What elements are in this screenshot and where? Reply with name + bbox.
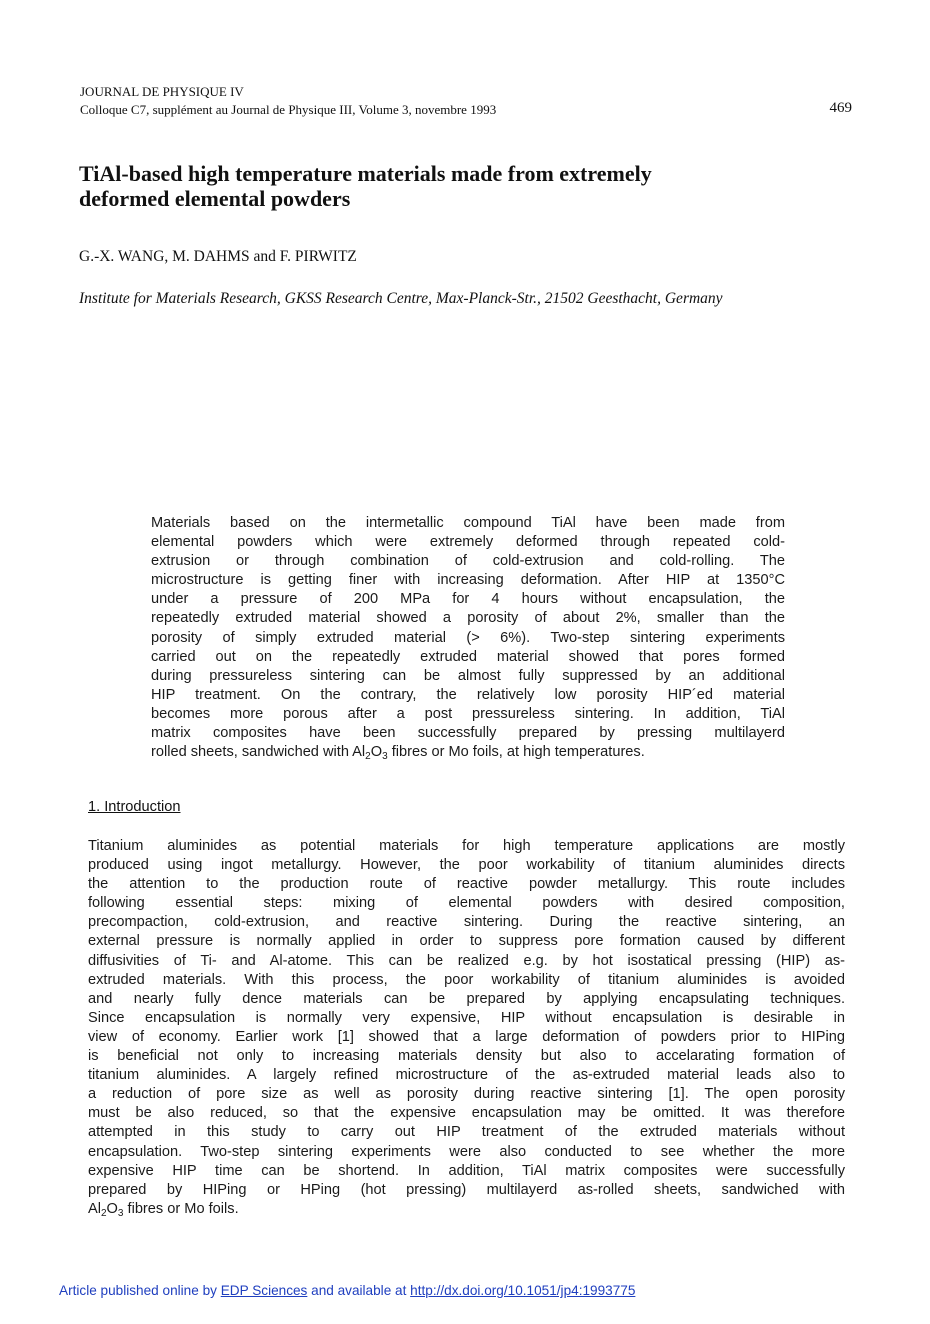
abstract-line: Materials based on the intermetallic compound TiAl have been made from — [151, 515, 785, 531]
body-line: extruded materials. With this process, the poor workability of titanium aluminides is avoided — [88, 971, 845, 988]
subscript: 2 — [100, 1207, 107, 1219]
body-line: diffusivities of Ti- and Al-atome. This can be realized e.g. by hot isostatical pressing (HIP) as- — [88, 952, 845, 969]
abstract-line: extrusion or through combination of cold-extrusion and cold-rolling. The — [151, 553, 785, 570]
footer-prefix: Article published online by — [59, 1283, 221, 1298]
abstract-line: porosity of simply extruded material (> 6%). Two-step sintering experiments — [151, 629, 785, 646]
body-line: attempted in this study to carry out HIP treatment of the extruded materials without — [88, 1124, 845, 1141]
body-last-line-mid: O — [106, 1200, 118, 1217]
body-line: the attention to the production route of reactive powder metallurgy. This route includes — [88, 876, 845, 893]
affiliation: Institute for Materials Research, GKSS Research Centre, Max-Planck-Str., 21502 Geesthacht, Germany — [79, 290, 723, 307]
abstract-last-line — [151, 743, 785, 762]
abstract-last-line-end: fibres or Mo foils, at high temperatures. — [387, 744, 645, 761]
subscript: 2 — [365, 751, 371, 763]
body-line: external pressure is normally applied in order to suppress pore formation caused by different — [88, 933, 845, 950]
abstract-line: under a pressure of 200 MPa for 4 hours without encapsulation, the — [151, 591, 785, 608]
colloque-citation: Colloque C7, supplément au Journal de Physique III, Volume 3, novembre 1993 — [80, 102, 497, 117]
authors: G.-X. WANG, M. DAHMS and F. PIRWITZ — [79, 248, 357, 265]
body-line: and nearly fully dence materials can be prepared by applying encapsulating techniques. — [88, 990, 845, 1007]
abstract-line: microstructure is getting finer with increasing deformation. After HIP at 1350°C — [151, 572, 785, 589]
body-last-line-end: fibres or Mo foils. — [123, 1200, 239, 1217]
doi-link[interactable]: http://dx.doi.org/10.1051/jp4:1993775 — [410, 1283, 636, 1298]
abstract-line: carried out on the repeatedly extruded material showed that pores formed — [151, 648, 785, 665]
abstract-line: repeatedly extruded material showed a porosity of about 2%, smaller than the — [151, 610, 785, 627]
abstract-last-line-start: rolled sheets, sandwiched with Al — [151, 744, 366, 761]
page-number: 469 — [829, 100, 852, 116]
article-title-line-1: TiAl-based high temperature materials made from extremely — [79, 161, 652, 186]
abstract-last-line-mid: O — [370, 744, 383, 761]
body-line: produced using ingot metallurgy. However, the poor workability of titanium aluminides directs — [88, 857, 845, 874]
abstract-line: HIP treatment. On the contrary, the relatively low porosity HIP´ed material — [151, 686, 785, 703]
section-heading-introduction: 1. Introduction — [88, 799, 181, 815]
body-line: prepared by HIPing or HPing (hot pressing) multilayerd as-rolled sheets, sandwiched with — [88, 1181, 845, 1198]
abstract-line: during pressureless sintering can be almost fully suppressed by an additional — [151, 667, 785, 684]
body-line: following essential steps: mixing of elemental powders with desired composition, — [88, 895, 845, 912]
publication-footer — [59, 1283, 635, 1298]
article-title-line-2: deformed elemental powders — [79, 186, 351, 211]
body-last-line-start: Al — [88, 1200, 101, 1217]
abstract-line: becomes more porous after a post pressureless sintering. In addition, TiAl — [151, 705, 785, 722]
introduction-body — [88, 837, 845, 1219]
body-last-line — [88, 1200, 845, 1219]
body-line: a reduction of pore size as well as porosity during reactive sintering [1]. The open porosity — [88, 1086, 845, 1103]
abstract — [151, 514, 785, 762]
journal-name: JOURNAL DE PHYSIQUE IV — [80, 84, 244, 99]
subscript: 3 — [382, 751, 388, 763]
abstract-line: matrix composites have been successfully prepared by pressing multilayerd — [151, 725, 785, 742]
abstract-line: elemental powders which were extremely deformed through repeated cold- — [151, 534, 785, 551]
body-line: titanium aluminides. A largely refined microstructure of the as-extruded material leads also to — [88, 1067, 845, 1084]
article-title — [79, 161, 859, 211]
body-line: must be also reduced, so that the expensive encapsulation may be omitted. It was therefore — [88, 1105, 845, 1122]
body-line: is beneficial not only to increasing materials density but also to accelarating formation of — [88, 1048, 845, 1065]
body-line: view of economy. Earlier work [1] showed that a large deformation of powders prior to HIPing — [88, 1028, 845, 1045]
footer-middle: and available at — [307, 1283, 411, 1298]
publisher-link[interactable]: EDP Sciences — [220, 1283, 308, 1298]
body-line: Since encapsulation is normally very expensive, HIP without encapsulation is desirable in — [88, 1009, 845, 1026]
body-line: precompaction, cold-extrusion, and reactive sintering. During the reactive sintering, an — [88, 914, 845, 931]
subscript: 3 — [117, 1207, 124, 1219]
body-line: encapsulation. Two-step sintering experiments were also conducted to see whether the more — [88, 1143, 845, 1160]
body-line: expensive HIP time can be shortend. In addition, TiAl matrix composites were successfully — [88, 1162, 845, 1179]
body-line: Titanium aluminides as potential materials for high temperature applications are mostly — [88, 838, 845, 854]
